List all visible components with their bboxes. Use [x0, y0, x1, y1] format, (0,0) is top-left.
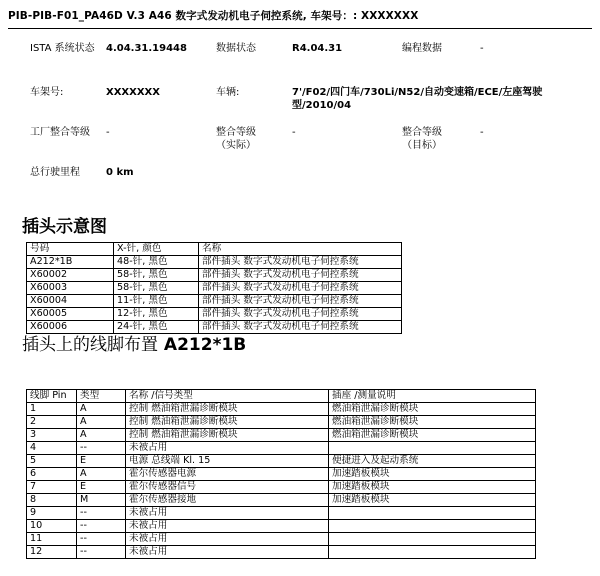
pin-signal: 控制 燃油箱泄漏诊断模块: [126, 416, 329, 429]
pin-signal: 控制 燃油箱泄漏诊断模块: [126, 403, 329, 416]
pin-type: A: [77, 403, 126, 416]
connector-row: [27, 308, 402, 321]
pin-number: 7: [27, 481, 77, 494]
pin-row: [27, 403, 536, 416]
ista-value: 4.04.31.19448: [106, 43, 187, 54]
connector-name: 部件插头 数字式发动机电子伺控系统: [199, 321, 402, 334]
pin-type: E: [77, 481, 126, 494]
pin-socket: [329, 533, 536, 546]
connector-number: X60002: [27, 269, 114, 282]
pin-signal: 未被占用: [126, 507, 329, 520]
connector-table-header: [27, 243, 402, 256]
pin-row: [27, 520, 536, 533]
level-target-value: -: [480, 127, 484, 138]
pin-socket: 燃油箱泄漏诊断模块: [329, 429, 536, 442]
pin-number: 10: [27, 520, 77, 533]
pin-type: A: [77, 416, 126, 429]
document-header: [8, 8, 592, 29]
pin-type: M: [77, 494, 126, 507]
pin-type: A: [77, 429, 126, 442]
factory-level-label: 工厂整合等级: [30, 127, 90, 138]
pin-socket: 加速踏板模块: [329, 468, 536, 481]
pin-socket: [329, 507, 536, 520]
prog-data-value: -: [480, 43, 484, 54]
pin-number: 8: [27, 494, 77, 507]
pin-heading-code: A212*1B: [163, 335, 247, 355]
pin-socket: [329, 546, 536, 559]
ista-label: ISTA 系统状态: [30, 43, 95, 54]
pin-heading-prefix: 插头上的线脚布置: [22, 335, 158, 355]
connector-pins-color: 58-针, 黑色: [114, 282, 199, 295]
connector-name: 部件插头 数字式发动机电子伺控系统: [199, 282, 402, 295]
connector-pins-color: 58-针, 黑色: [114, 269, 199, 282]
pin-type: --: [77, 533, 126, 546]
pin-signal: 电源 总线端 Kl. 15: [126, 455, 329, 468]
pin-number: 9: [27, 507, 77, 520]
col-signal: 名称 /信号类型: [126, 390, 329, 403]
pin-row: [27, 468, 536, 481]
pin-signal: 霍尔传感器接地: [126, 494, 329, 507]
pin-type: E: [77, 455, 126, 468]
connector-number: X60004: [27, 295, 114, 308]
pin-signal: 未被占用: [126, 533, 329, 546]
pin-type: --: [77, 507, 126, 520]
pin-socket: [329, 520, 536, 533]
pin-row: [27, 429, 536, 442]
connector-pins-color: 24-针, 黑色: [114, 321, 199, 334]
col-type: 类型: [77, 390, 126, 403]
vin-value: XXXXXXX: [106, 87, 160, 98]
connector-name: 部件插头 数字式发动机电子伺控系统: [199, 295, 402, 308]
connector-row: [27, 269, 402, 282]
prog-data-label: 编程数据: [402, 43, 442, 54]
pin-socket: 燃油箱泄漏诊断模块: [329, 416, 536, 429]
pin-signal: 未被占用: [126, 520, 329, 533]
col-pins-color: X-针, 颜色: [114, 243, 199, 256]
pin-number: 6: [27, 468, 77, 481]
vehicle-label: 车辆:: [216, 87, 240, 98]
connector-name: 部件插头 数字式发动机电子伺控系统: [199, 308, 402, 321]
connector-pins-color: 48-针, 黑色: [114, 256, 199, 269]
pin-socket: 燃油箱泄漏诊断模块: [329, 403, 536, 416]
data-status-label: 数据状态: [216, 43, 256, 54]
level-target-label: 整合等级（目标）: [402, 127, 442, 151]
pin-socket: 便捷进入及起动系统: [329, 455, 536, 468]
pin-number: 11: [27, 533, 77, 546]
level-actual-label: 整合等级（实际）: [216, 127, 256, 151]
pin-row: [27, 416, 536, 429]
connector-row: [27, 256, 402, 269]
connector-number: X60005: [27, 308, 114, 321]
connector-name: 部件插头 数字式发动机电子伺控系统: [199, 256, 402, 269]
mileage-label: 总行驶里程: [30, 167, 80, 178]
connector-pins-color: 11-针, 黑色: [114, 295, 199, 308]
pin-row: [27, 455, 536, 468]
pin-type: --: [77, 546, 126, 559]
pin-type: --: [77, 442, 126, 455]
pin-type: A: [77, 468, 126, 481]
connector-number: A212*1B: [27, 256, 114, 269]
pin-row: [27, 494, 536, 507]
connector-number: X60003: [27, 282, 114, 295]
pin-number: 2: [27, 416, 77, 429]
pin-section-heading: [22, 330, 246, 355]
level-actual-value: -: [292, 127, 296, 138]
factory-level-value: -: [106, 127, 110, 138]
vin-label: 车架号:: [30, 87, 64, 98]
pin-signal: 霍尔传感器信号: [126, 481, 329, 494]
pin-signal: 未被占用: [126, 546, 329, 559]
pin-row: [27, 533, 536, 546]
pin-socket: 加速踏板模块: [329, 494, 536, 507]
pin-number: 4: [27, 442, 77, 455]
pin-table-header: [27, 390, 536, 403]
connector-pins-color: 12-针, 黑色: [114, 308, 199, 321]
pin-type: --: [77, 520, 126, 533]
pin-number: 5: [27, 455, 77, 468]
connector-section-heading: 插头示意图: [22, 217, 107, 237]
pin-number: 12: [27, 546, 77, 559]
pin-signal: 控制 燃油箱泄漏诊断模块: [126, 429, 329, 442]
pin-socket: [329, 442, 536, 455]
pin-row: [27, 442, 536, 455]
pin-row: [27, 546, 536, 559]
col-pin: 线脚 Pin: [27, 390, 77, 403]
pin-number: 3: [27, 429, 77, 442]
pin-row: [27, 507, 536, 520]
document-title: PIB-PIB-F01_PA46D V.3 A46 数字式发动机电子伺控系统, 车架号：: XXXXXXX: [8, 10, 419, 22]
pin-number: 1: [27, 403, 77, 416]
col-socket: 插座 /测量说明: [329, 390, 536, 403]
connector-table: [26, 242, 402, 334]
col-number: 号码: [27, 243, 114, 256]
col-name: 名称: [199, 243, 402, 256]
pin-table: [26, 389, 536, 559]
pin-signal: 未被占用: [126, 442, 329, 455]
vehicle-value: 7'/F02/四门车/730Li/N52/自动变速箱/ECE/左座驾驶型/2010/04: [292, 87, 543, 111]
connector-name: 部件插头 数字式发动机电子伺控系统: [199, 269, 402, 282]
pin-signal: 霍尔传感器电源: [126, 468, 329, 481]
connector-row: [27, 295, 402, 308]
data-status-value: R4.04.31: [292, 43, 343, 54]
connector-row: [27, 282, 402, 295]
pin-socket: 加速踏板模块: [329, 481, 536, 494]
connector-number: X60006: [27, 321, 114, 334]
mileage-value: 0 km: [106, 167, 134, 178]
pin-row: [27, 481, 536, 494]
